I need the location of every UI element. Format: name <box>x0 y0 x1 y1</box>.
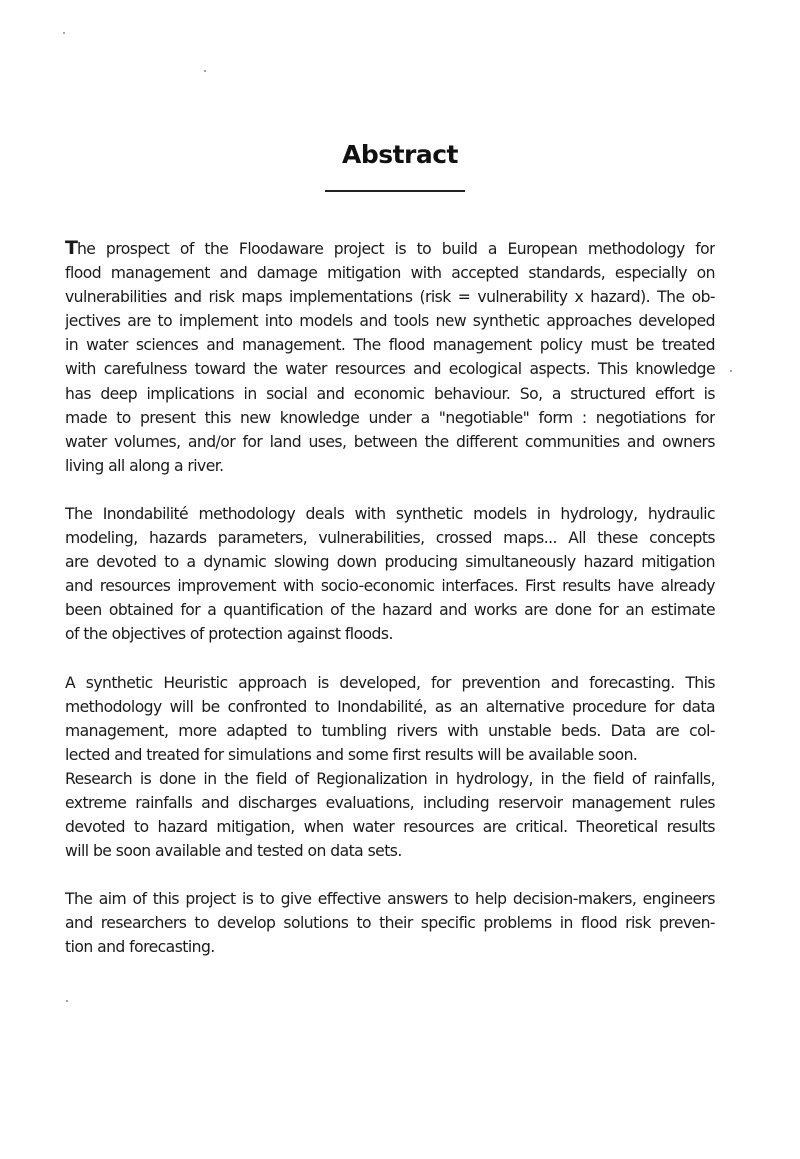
paragraph-2 <box>65 502 715 647</box>
text-line: jectives are to implement into models and tools new synthetic approaches developed <box>65 312 715 331</box>
text-line: in water sciences and management. The flood management policy must be treated <box>65 336 715 355</box>
text-line: lected and treated for simulations and some first results will be available soon. <box>65 745 638 764</box>
text-line: been obtained for a quantification of the hazard and works are done for an estimate <box>65 601 715 620</box>
text-line: management, more adapted to tumbling rivers with unstable beds. Data are col- <box>65 721 715 740</box>
text-line: extreme rainfalls and discharges evaluations, including reservoir management rules <box>65 793 715 812</box>
text-line: vulnerabilities and risk maps implementations (risk = vulnerability x hazard). The ob- <box>65 288 715 307</box>
text-line: of the objectives of protection against floods. <box>65 625 393 644</box>
text-line: water volumes, and/or for land uses, between the different communities and owners <box>65 432 715 451</box>
text-line: with carefulness toward the water resources and ecological aspects. This knowledge <box>65 360 715 379</box>
scan-speck <box>66 1000 68 1002</box>
text-line: The Inondabilité methodology deals with synthetic models in hydrology, hydraulic <box>65 504 715 523</box>
page-title: Abstract <box>341 140 459 169</box>
text-line: The prospect of the Floodaware project is to build a European methodology for <box>65 237 715 259</box>
text-line: and resources improvement with socio-economic interfaces. First results have already <box>65 577 715 596</box>
initial-letter: T <box>65 237 77 259</box>
text-line: will be soon available and tested on data sets. <box>65 842 402 861</box>
text-line: Research is done in the field of Regionalization in hydrology, in the field of rainfalls, <box>65 769 715 788</box>
text-line: made to present this new knowledge under a "negotiable" form : negotiations for <box>65 408 715 427</box>
scan-speck <box>63 32 65 34</box>
text-line: The aim of this project is to give effective answers to help decision-makers, engineers <box>65 890 715 909</box>
title-underline <box>325 190 465 192</box>
text-line: A synthetic Heuristic approach is developed, for prevention and forecasting. This <box>65 673 715 692</box>
text-line: living all along a river. <box>65 456 224 475</box>
text-line: methodology will be confronted to Inondabilité, as an alternative procedure for data <box>65 697 715 716</box>
text-line: flood management and damage mitigation with accepted standards, especially on <box>65 264 715 283</box>
text-line: and researchers to develop solutions to their specific problems in flood risk preven- <box>65 914 715 933</box>
text-line: are devoted to a dynamic slowing down producing simultaneously hazard mitigation <box>65 553 715 572</box>
text-line: has deep implications in social and economic behaviour. So, a structured effort is <box>65 384 715 403</box>
text-line: modeling, hazards parameters, vulnerabilities, crossed maps... All these concepts <box>65 529 715 548</box>
text-line: devoted to hazard mitigation, when water resources are critical. Theoretical results <box>65 818 715 837</box>
scan-speck <box>204 70 206 72</box>
paragraph-3 <box>65 671 715 864</box>
text-line: tion and forecasting. <box>65 938 215 957</box>
paragraph-1 <box>65 236 715 478</box>
paragraph-4 <box>65 887 715 959</box>
scan-speck <box>730 370 732 372</box>
abstract-body <box>65 236 715 984</box>
